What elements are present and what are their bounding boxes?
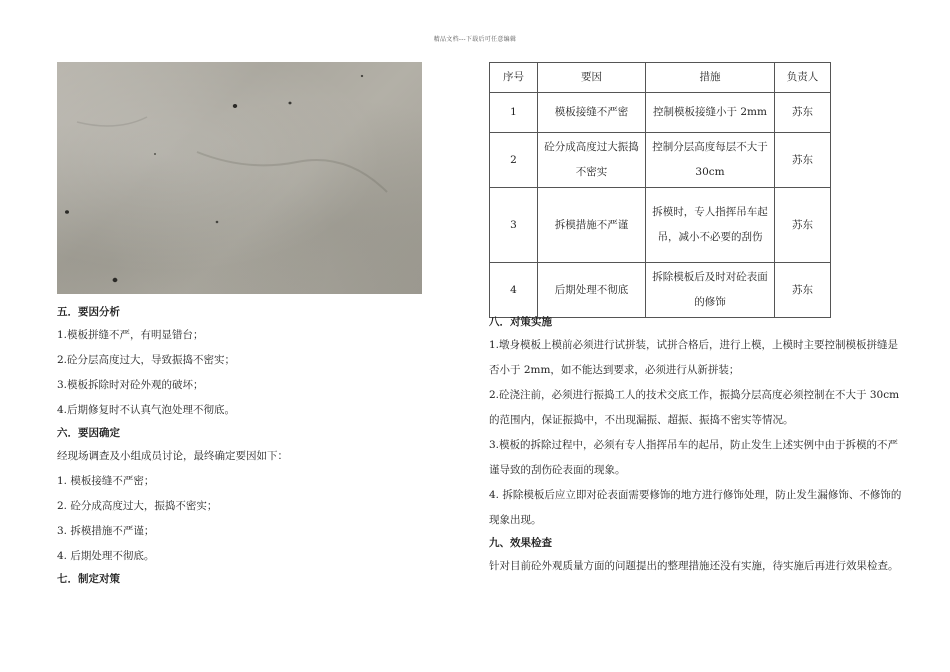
sec8-item: 2.砼浇注前，必须进行振捣工人的技术交底工作，振捣分层高度必须控制在不大于 30cm 的范围内，保证振捣中，不出现漏振、超振、振捣不密实等情况。 — [489, 389, 900, 426]
header-no: 序号 — [490, 63, 538, 93]
table-row — [490, 133, 831, 188]
section-5-title: 五．要因分析 — [57, 306, 120, 318]
sec6-item: 3. 拆模措施不严谨； — [57, 525, 155, 537]
cell-owner: 苏东 — [775, 188, 831, 263]
header-owner: 负责人 — [775, 63, 831, 93]
cell-cause: 砼分成高度过大振捣不密实 — [538, 133, 646, 188]
table-row — [490, 93, 831, 133]
countermeasure-table — [489, 62, 831, 318]
cell-no: 2 — [490, 133, 538, 188]
section-8-title: 八．对策实施 — [489, 316, 552, 328]
cell-owner: 苏东 — [775, 263, 831, 318]
sec5-item: 2.砼分层高度过大，导致振捣不密实； — [57, 354, 236, 366]
cell-measure: 控制模板接缝小于 2mm — [646, 93, 775, 133]
cell-no: 4 — [490, 263, 538, 318]
cell-no: 3 — [490, 188, 538, 263]
sec8-item: 3.模板的拆除过程中，必须有专人指挥吊车的起吊，防止发生上述实例中由于拆模的不严谨导致的刮伤砼表面的现象。 — [489, 439, 899, 476]
cell-measure: 拆模时，专人指挥吊车起吊，减小不必要的刮伤 — [646, 188, 775, 263]
cell-cause: 拆模措施不严谨 — [538, 188, 646, 263]
cell-cause: 后期处理不彻底 — [538, 263, 646, 318]
table-header-row — [490, 63, 831, 93]
table-row — [490, 263, 831, 318]
sec6-item: 4. 后期处理不彻底。 — [57, 550, 155, 562]
sec8-item: 4. 拆除模板后应立即对砼表面需要修饰的地方进行修饰处理，防止发生漏修饰、不修饰的现象出现。 — [489, 489, 902, 526]
cell-no: 1 — [490, 93, 538, 133]
sec8-item: 1.墩身模板上模前必须进行试拼装，试拼合格后，进行上模，上模时主要控制模板拼缝是否小于 2mm，如不能达到要求，必须进行从新拼装； — [489, 339, 899, 376]
sec6-intro: 经现场调查及小组成员讨论，最终确定要因如下： — [57, 450, 288, 462]
cell-cause: 模板接缝不严密 — [538, 93, 646, 133]
sec6-item: 1. 模板接缝不严密； — [57, 475, 155, 487]
header-cause: 要因 — [538, 63, 646, 93]
header-measure: 措施 — [646, 63, 775, 93]
sec9-text: 针对目前砼外观质量方面的问题提出的整理措施还没有实施，待实施后再进行效果检查。 — [489, 560, 899, 572]
sec5-item: 3.模板拆除时对砼外观的破坏； — [57, 379, 204, 391]
cell-measure: 拆除模板后及时对砼表面的修饰 — [646, 263, 775, 318]
sec5-item: 4.后期修复时不认真气泡处理不彻底。 — [57, 404, 236, 416]
section-7-title: 七．制定对策 — [57, 573, 120, 585]
cell-measure: 控制分层高度每层不大于 30cm — [646, 133, 775, 188]
concrete-blemishes — [57, 62, 422, 294]
section-6-title: 六．要因确定 — [57, 427, 120, 439]
cell-owner: 苏东 — [775, 133, 831, 188]
table-row — [490, 188, 831, 263]
sec5-item: 1.模板拼缝不严，有明显错台； — [57, 329, 204, 341]
section-9-title: 九、效果检查 — [489, 537, 552, 549]
left-column — [57, 302, 437, 590]
right-column — [489, 312, 907, 579]
page-header: 精品文档---下载后可任意编辑 — [433, 36, 517, 43]
sec6-item: 2. 砼分成高度过大，振捣不密实； — [57, 500, 218, 512]
cell-owner: 苏东 — [775, 93, 831, 133]
